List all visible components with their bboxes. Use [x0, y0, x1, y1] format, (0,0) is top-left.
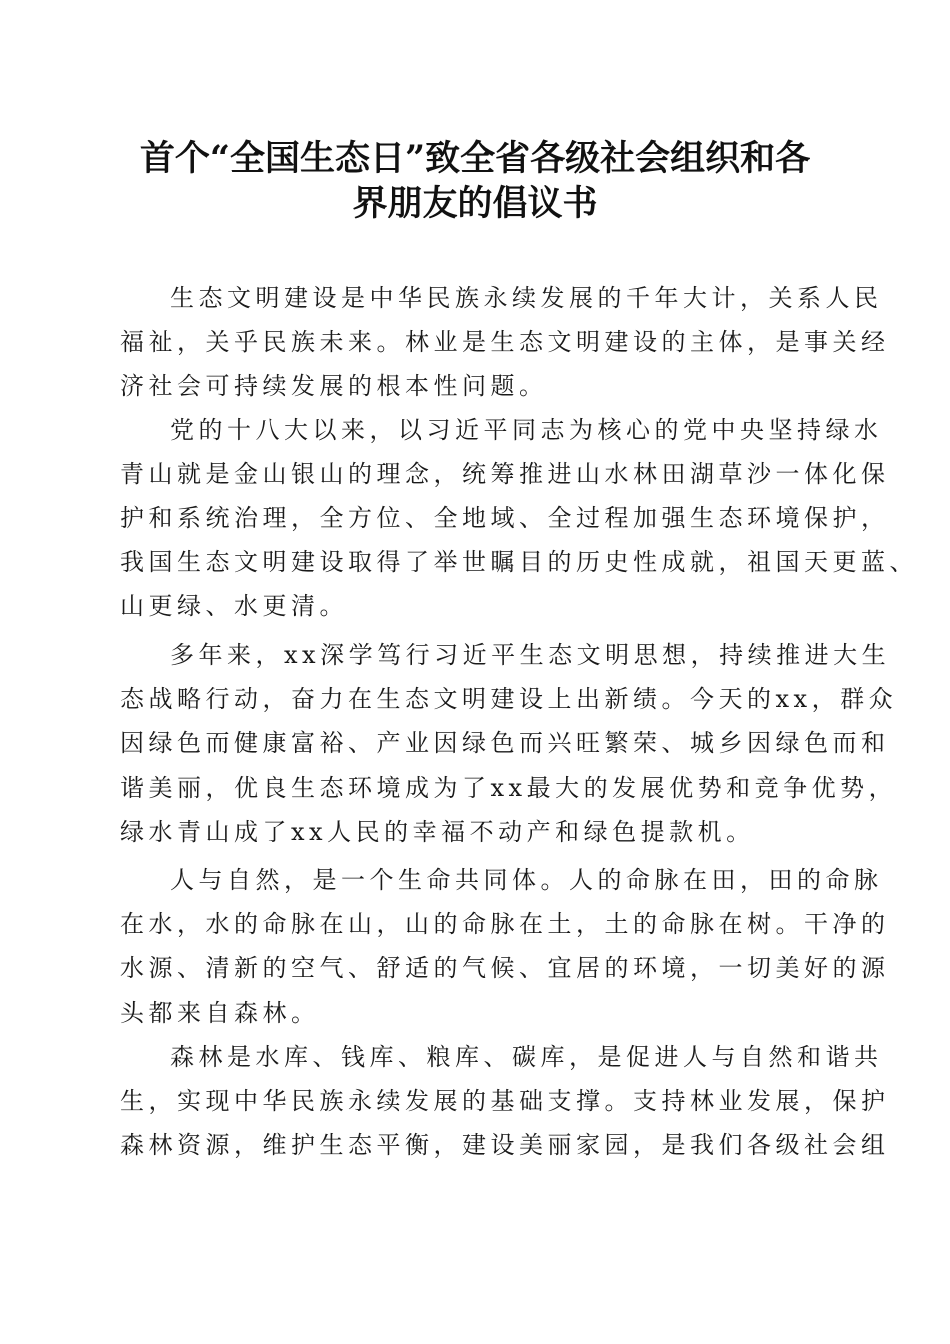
paragraph-line: 头都来自森林。: [120, 999, 320, 1027]
paragraph-line: 森林资源，维护生态平衡，建设美丽家园，是我们各级社会组: [120, 1131, 890, 1159]
paragraph-line: 济社会可持续发展的根本性问题。: [120, 372, 548, 400]
paragraph-line: 水源、清新的空气、舒适的气候、宜居的环境，一切美好的源: [120, 954, 890, 982]
paragraph-line: 多年来，xx深学笃行习近平生态文明思想，持续推进大生: [170, 641, 891, 669]
paragraph-line: 生态文明建设是中华民族永续发展的千年大计，关系人民: [170, 284, 883, 312]
paragraph-line: 我国生态文明建设取得了举世瞩目的历史性成就，祖国天更蓝、: [120, 548, 918, 576]
paragraph-line: 因绿色而健康富裕、产业因绿色而兴旺繁荣、城乡因绿色而和: [120, 729, 890, 757]
paragraph-line: 生，实现中华民族永续发展的基础支撑。支持林业发展，保护: [120, 1087, 890, 1115]
paragraph-line: 福祉，关乎民族未来。林业是生态文明建设的主体，是事关经: [120, 328, 890, 356]
paragraph-line: 护和系统治理，全方位、全地域、全过程加强生态环境保护，: [120, 504, 890, 532]
document-title-line-1: 首个“全国生态日”致全省各级社会组织和各: [139, 138, 811, 179]
document-title-line-2: 界朋友的倡议书: [352, 183, 598, 224]
paragraph-line: 在水，水的命脉在山，山的命脉在土，土的命脉在树。干净的: [120, 910, 890, 938]
paragraph-line: 青山就是金山银山的理念，统筹推进山水林田湖草沙一体化保: [120, 460, 890, 488]
paragraph-line: 态战略行动，奋力在生态文明建设上出新绩。今天的xx，群众: [120, 685, 898, 713]
paragraph-line: 山更绿、水更清。: [120, 592, 348, 620]
paragraph-line: 谐美丽，优良生态环境成为了xx最大的发展优势和竞争优势，: [120, 774, 898, 802]
paragraph-line: 森林是水库、钱库、粮库、碳库，是促进人与自然和谐共: [170, 1043, 883, 1071]
paragraph-line: 党的十八大以来，以习近平同志为核心的党中央坚持绿水: [170, 416, 883, 444]
paragraph-line: 绿水青山成了xx人民的幸福不动产和绿色提款机。: [120, 818, 755, 846]
paragraph-line: 人与自然，是一个生命共同体。人的命脉在田，田的命脉: [170, 866, 883, 894]
